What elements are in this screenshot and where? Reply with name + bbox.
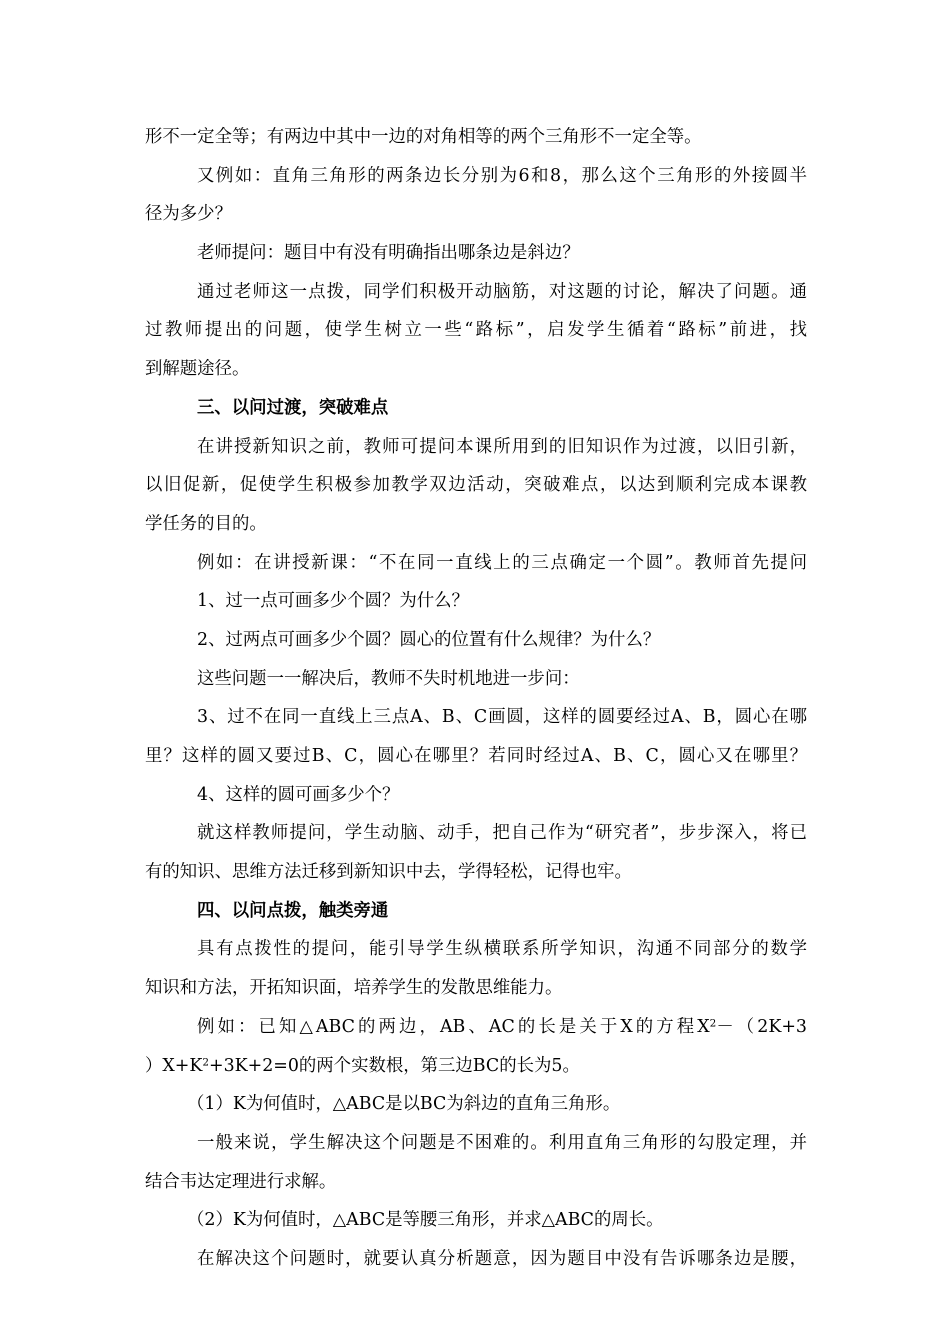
paragraph-lines-tail — [145, 1085, 807, 1278]
document-body — [145, 118, 807, 1279]
text-line: 具有点拨性的提问，能引导学生纵横联系所学知识，沟通不同部分的数学 — [197, 939, 807, 960]
text-line: 又例如：直角三角形的两条边长分别为6和8，那么这个三角形的外接圆半 — [197, 165, 807, 186]
paragraph-lines — [145, 118, 807, 1008]
equation-text-b: －（2K+3 — [716, 1016, 807, 1037]
text-line: （1）K为何值时，△ABC是以BC为斜边的直角三角形。 — [187, 1094, 621, 1115]
equation-text-c: ）X+K — [145, 1055, 203, 1076]
example-equation-line — [145, 1008, 807, 1047]
equation-text-a: 例如：已知△ABC的两边，AB、AC的长是关于X的方程X — [197, 1016, 710, 1037]
text-line: 2、过两点可画多少个圆？圆心的位置有什么规律？为什么？ — [197, 629, 661, 650]
text-line: 就这样教师提问，学生动脑、动手，把自己作为“研究者”，步步深入，将已 — [197, 823, 807, 844]
text-line: 这些问题一一解决后，教师不失时机地进一步问： — [197, 668, 580, 689]
text-line: 径为多少？ — [145, 204, 232, 225]
text-line: 例如：在讲授新课：“不在同一直线上的三点确定一个圆”。教师首先提问 — [197, 552, 807, 573]
text-line: 到解题途径。 — [145, 359, 250, 380]
text-line: 一般来说，学生解决这个问题是不困难的。利用直角三角形的勾股定理，并 — [197, 1132, 807, 1153]
example-equation-line-cont — [145, 1047, 807, 1086]
section-heading: 三、以问过渡，突破难点 — [197, 397, 389, 418]
text-line: 老师提问：题目中有没有明确指出哪条边是斜边？ — [197, 243, 580, 264]
superscript: 2 — [202, 1055, 209, 1068]
text-line: 在讲授新知识之前，教师可提问本课所用到的旧知识作为过渡，以旧引新， — [197, 436, 807, 457]
text-line: 1、过一点可画多少个圆？为什么？ — [197, 591, 469, 612]
text-line: 知识和方法，开拓知识面，培养学生的发散思维能力。 — [145, 978, 563, 999]
superscript: 2 — [709, 1017, 717, 1030]
text-line: 过教师提出的问题，使学生树立一些“路标”，启发学生循着“路标”前进，找 — [145, 320, 807, 341]
text-line: 以旧促新，促使学生积极参加教学双边活动，突破难点，以达到顺利完成本课教 — [145, 475, 807, 496]
text-line: 4、这样的圆可画多少个？ — [197, 784, 400, 805]
text-line: 3、过不在同一直线上三点A、B、C画圆，这样的圆要经过A、B，圆心在哪 — [197, 707, 807, 728]
text-line: 通过老师这一点拨，同学们积极开动脑筋，对这题的讨论，解决了问题。通 — [197, 281, 807, 302]
text-line: 学任务的目的。 — [145, 513, 267, 534]
text-line: 在解决这个问题时，就要认真分析题意，因为题目中没有告诉哪条边是腰， — [197, 1248, 807, 1269]
section-heading: 四、以问点拨，触类旁通 — [197, 900, 389, 921]
text-line: 结合韦达定理进行求解。 — [145, 1171, 337, 1192]
text-line: 里？这样的圆又要过B、C，圆心在哪里？若同时经过A、B、C，圆心又在哪里？ — [145, 746, 807, 766]
text-line: （2）K为何值时，△ABC是等腰三角形，并求△ABC的周长。 — [187, 1210, 664, 1231]
text-line: 有的知识、思维方法迁移到新知识中去，学得轻松，记得也牢。 — [145, 862, 632, 883]
equation-text-d: +3K+2=0的两个实数根，第三边BC的长为5。 — [209, 1055, 580, 1076]
text-line: 形不一定全等；有两边中其中一边的对角相等的两个三角形不一定全等。 — [145, 127, 702, 147]
